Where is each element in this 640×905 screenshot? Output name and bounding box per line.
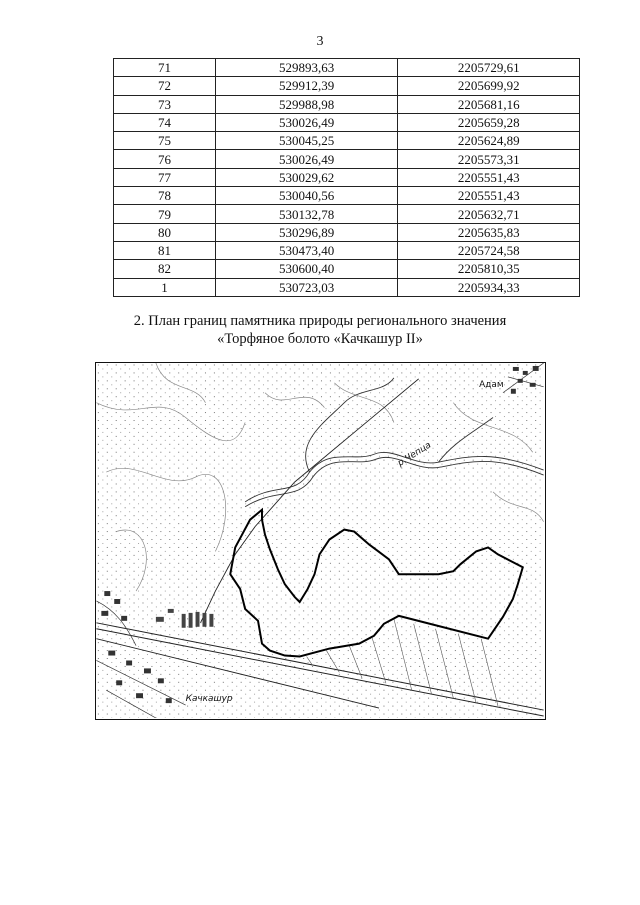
table-row <box>114 223 580 241</box>
x-coordinate-cell: 530026,49 <box>215 150 397 168</box>
y-coordinate-cell: 2205724,58 <box>398 241 580 259</box>
boundary-map-svg <box>96 363 544 718</box>
y-coordinate-cell: 2205729,61 <box>398 59 580 77</box>
boundary-map <box>95 362 546 720</box>
table-row <box>114 150 580 168</box>
x-coordinate-cell: 529893,63 <box>215 59 397 77</box>
table-row <box>114 95 580 113</box>
x-coordinate-cell: 530045,25 <box>215 132 397 150</box>
table-row <box>114 77 580 95</box>
table-row <box>114 241 580 259</box>
x-coordinate-cell: 530600,40 <box>215 260 397 278</box>
table-row <box>114 260 580 278</box>
point-number-cell: 71 <box>114 59 216 77</box>
page-number: 3 <box>316 34 324 49</box>
coordinates-table-body <box>114 59 580 297</box>
x-coordinate-cell: 530132,78 <box>215 205 397 223</box>
y-coordinate-cell: 2205635,83 <box>398 223 580 241</box>
point-number-cell: 72 <box>114 77 216 95</box>
coordinates-table <box>113 58 580 297</box>
table-row <box>114 187 580 205</box>
table-row <box>114 168 580 186</box>
point-number-cell: 79 <box>114 205 216 223</box>
point-number-cell: 1 <box>114 278 216 296</box>
table-row <box>114 113 580 131</box>
x-coordinate-cell: 530026,49 <box>215 113 397 131</box>
section-heading-line2: «Торфяное болото «Качкашур II» <box>217 331 423 347</box>
x-coordinate-cell: 530040,56 <box>215 187 397 205</box>
x-coordinate-cell: 529988,98 <box>215 95 397 113</box>
y-coordinate-cell: 2205551,43 <box>398 187 580 205</box>
x-coordinate-cell: 530723,03 <box>215 278 397 296</box>
point-number-cell: 74 <box>114 113 216 131</box>
y-coordinate-cell: 2205573,31 <box>398 150 580 168</box>
y-coordinate-cell: 2205659,28 <box>398 113 580 131</box>
map-label-kachkashur: Качкашур <box>185 694 233 705</box>
table-row <box>114 132 580 150</box>
table-row <box>114 278 580 296</box>
point-number-cell: 75 <box>114 132 216 150</box>
y-coordinate-cell: 2205681,16 <box>398 95 580 113</box>
point-number-cell: 73 <box>114 95 216 113</box>
y-coordinate-cell: 2205551,43 <box>398 168 580 186</box>
map-label-river: р.Чепца <box>396 440 434 469</box>
table-row <box>114 205 580 223</box>
x-coordinate-cell: 530296,89 <box>215 223 397 241</box>
x-coordinate-cell: 530029,62 <box>215 168 397 186</box>
y-coordinate-cell: 2205699,92 <box>398 77 580 95</box>
point-number-cell: 77 <box>114 168 216 186</box>
map-label-adam: Адам <box>479 379 504 390</box>
point-number-cell: 81 <box>114 241 216 259</box>
y-coordinate-cell: 2205624,89 <box>398 132 580 150</box>
y-coordinate-cell: 2205810,35 <box>398 260 580 278</box>
x-coordinate-cell: 530473,40 <box>215 241 397 259</box>
x-coordinate-cell: 529912,39 <box>215 77 397 95</box>
point-number-cell: 82 <box>114 260 216 278</box>
y-coordinate-cell: 2205934,33 <box>398 278 580 296</box>
y-coordinate-cell: 2205632,71 <box>398 205 580 223</box>
point-number-cell: 80 <box>114 223 216 241</box>
table-row <box>114 59 580 77</box>
section-heading-line1: 2. План границ памятника природы регионального значения <box>133 313 507 329</box>
point-number-cell: 78 <box>114 187 216 205</box>
point-number-cell: 76 <box>114 150 216 168</box>
map-terrain-texture <box>96 363 543 718</box>
